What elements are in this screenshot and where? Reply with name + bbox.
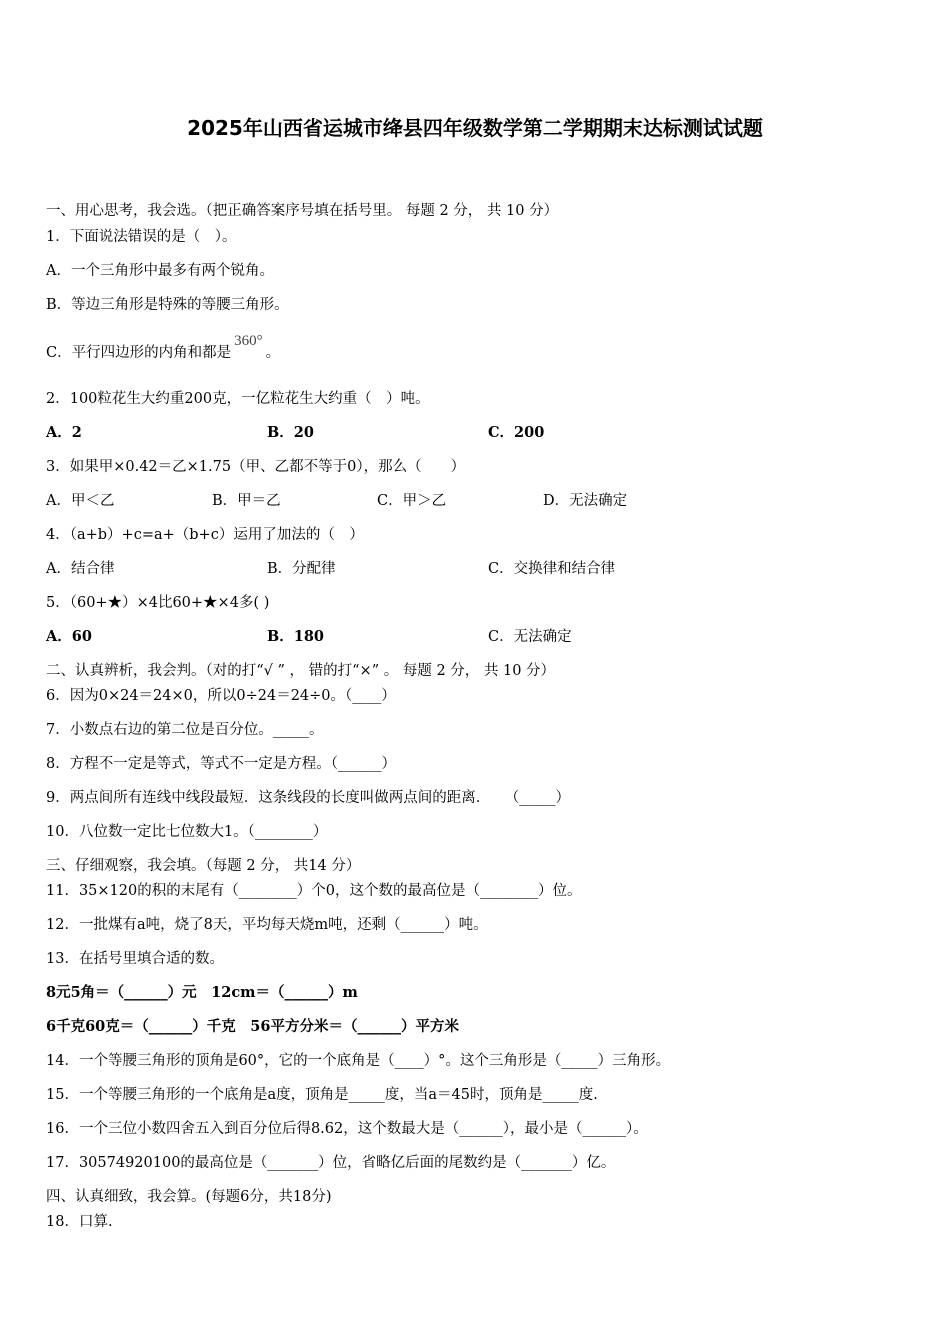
question-8: 8．方程不一定是等式，等式不一定是方程。（______） [46,756,396,772]
question-13-line-1: 8元5角＝（______）元 12cm＝（______）m [46,984,358,1001]
question-12: 12．一批煤有a吨，烧了8天，平均每天烧m吨，还剩（______）吨。 [46,917,488,933]
question-4-option-c: C．交换律和结合律 [488,561,616,577]
section-4-heading: 四、认真细致，我会算。(每题6分，共18分) [46,1189,332,1205]
question-6: 6．因为0×24＝24×0，所以0÷24＝24÷0。（____） [46,688,396,704]
question-2-option-b: B．20 [267,424,314,441]
question-1-option-a [46,261,274,281]
question-13: 13．在括号里填合适的数。 [46,951,224,967]
formula-image: 360° [234,333,263,349]
question-1: 1．下面说法错误的是（ ）。 [46,229,237,245]
question-11: 11．35×120的积的末尾有（________）个0，这个数的最高位是（________）位。 [46,883,582,899]
question-2-option-a: A．2 [46,424,82,441]
question-9: 9．两点间所有连线中线段最短．这条线段的长度叫做两点间的距离． （_____） [46,790,570,806]
question-3: 3．如果甲×0.42＝乙×1.75（甲、乙都不等于0），那么（ ） [46,459,466,475]
question-3-option-c: C．甲＞乙 [377,493,447,509]
question-1-option-b [46,295,289,315]
question-13-line-2: 6千克60克＝（______）千克 56平方分米＝（______）平方米 [46,1018,459,1035]
question-4-option-a: A．结合律 [46,561,115,577]
question-5-option-a: A．60 [46,628,92,645]
question-3-option-b: B．甲＝乙 [212,493,281,509]
section-2-heading: 二、认真辨析，我会判。（对的打“√ ” ， 错的打“×” 。 每题 2 分， 共 10 分） [46,663,556,679]
section-3-heading: 三、仔细观察，我会填。（每题 2 分， 共14 分） [46,858,361,874]
question-3-option-d: D．无法确定 [543,493,628,509]
option-text: B．等边三角形是特殊的等腰三角形。 [46,297,289,313]
question-18: 18．口算. [46,1214,113,1230]
question-2: 2．100粒花生大约重200克，一亿粒花生大约重（ ）吨。 [46,391,430,407]
question-16: 16．一个三位小数四舍五入到百分位后得8.62，这个数最大是（______），最小是（______）。 [46,1121,648,1137]
option-text: A．一个三角形中最多有两个锐角。 [46,263,274,279]
question-5-option-c: C．无法确定 [488,629,572,645]
page-title: 2025年山西省运城市绛县四年级数学第二学期期末达标测试试题 [187,116,763,140]
question-7: 7．小数点右边的第二位是百分位。_____。 [46,722,324,738]
question-5: 5．（60+★）×4比60+★×4多( ) [46,595,270,611]
question-17: 17．30574920100的最高位是（_______）位，省略亿后面的尾数约是（_______）亿。 [46,1155,616,1171]
option-text: C．平行四边形的内角和都是 [46,345,232,361]
question-14: 14．一个等腰三角形的顶角是60°，它的一个底角是（____）°。这个三角形是（_____）三角形。 [46,1053,671,1069]
question-5-option-b: B．180 [267,628,325,645]
question-15: 15．一个等腰三角形的一个底角是a度，顶角是_____度，当a＝45时，顶角是_____度. [46,1087,598,1103]
question-4-option-b: B．分配律 [267,561,336,577]
option-tail: 。 [265,345,281,361]
section-1-heading: 一、用心思考，我会选。（把正确答案序号填在括号里。 每题 2 分， 共 10 分） [46,203,559,219]
question-2-option-c: C．200 [488,424,545,441]
question-10: 10．八位数一定比七位数大1。（________） [46,824,328,840]
question-3-option-a: A．甲＜乙 [46,493,115,509]
question-4: 4．（a+b）+c=a+（b+c）运用了加法的（ ） [46,527,364,543]
question-1-option-c [46,333,281,363]
